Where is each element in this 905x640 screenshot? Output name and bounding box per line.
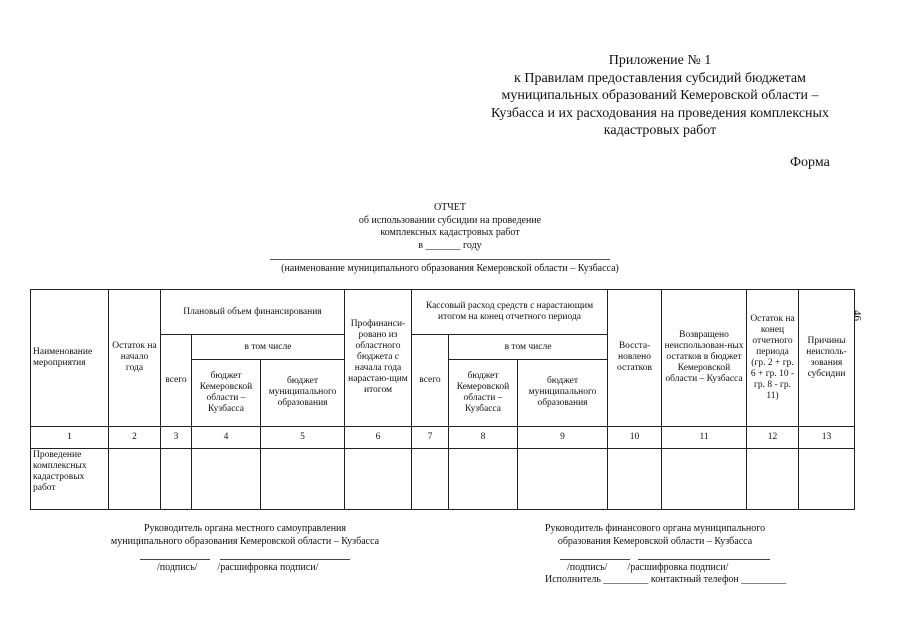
header-balance-start: Остаток на начало года [109,290,161,427]
header-restored: Восста-новлено остатков [608,290,662,427]
right-signature-captions: /подпись/ /расшифровка подписи/ [567,562,729,573]
column-number: 5 [261,426,345,448]
data-cell[interactable] [747,448,799,509]
appendix-title: Приложение № 1 [608,53,712,68]
right-signature-field [560,559,630,560]
right-signature-line2: образования Кемеровской области – Кузбасса [557,535,753,547]
page-number: 46 [851,310,863,321]
column-number: 3 [161,426,192,448]
right-signature-title [510,523,800,548]
report-year-line: в _______ году [418,239,482,251]
header-planned-financing: Плановый объем финансирования [161,290,345,335]
column-number: 11 [662,426,747,448]
header-cash-municipal: бюджет муниципального образования [518,360,608,426]
left-signature-title [90,523,400,548]
header-balance-end: Остаток на конец отчетного периода (гр. 2 + гр. 6 + гр. 10 - гр. 8 - гр. 11) [747,290,799,427]
report-subtitle: об использовании субсидии на проведение [358,214,542,226]
column-number: 10 [608,426,662,448]
row-label: Проведение комплексных кадастровых работ [31,448,109,509]
report-table [30,289,855,510]
data-cell[interactable] [662,448,747,509]
appendix-header [440,52,880,140]
data-cell[interactable] [261,448,345,509]
appendix-line: к Правилам предоставления субсидий бюджетам [514,70,806,86]
header-returned: Возвращено неиспользован-ных остатков в бюджет Кемеровской области – Кузбасса [662,290,747,427]
header-profinanced: Профинанси-ровано из областного бюджета с начала года нарастаю-щим итогом [345,290,412,427]
column-number: 12 [747,426,799,448]
left-signature-captions: /подпись/ /расшифровка подписи/ [157,562,319,573]
data-cell[interactable] [412,448,449,509]
executor-line: Исполнитель _________ контактный телефон _________ [545,574,787,585]
right-signature-line1: Руководитель финансового органа муниципального [544,523,766,534]
column-number: 1 [31,426,109,448]
header-name: Наименование мероприятия [31,290,109,427]
column-number: 4 [192,426,261,448]
header-cash-regional: бюджет Кемеровской области – Кузбасса [449,360,518,426]
header-cash-expense: Кассовый расход средств с нарастающим итогом на конец отчетного периода [412,290,608,335]
municipality-caption: (наименование муниципального образования Кемеровской области – Кузбасса) [281,263,619,274]
data-cell[interactable] [449,448,518,509]
appendix-line: Кузбасса и их расходования на проведения комплексных [491,105,829,121]
header-planned-including: в том числе [192,335,345,360]
column-number: 9 [518,426,608,448]
form-label: Форма [790,155,830,170]
left-signature-line2: муниципального образования Кемеровской области – Кузбасса [110,535,380,547]
column-number: 6 [345,426,412,448]
report-title: ОТЧЕТ [433,202,467,213]
data-cell[interactable] [608,448,662,509]
left-name-field [220,559,350,560]
column-numbers-row [31,426,855,448]
right-name-field [638,559,770,560]
data-cell[interactable] [161,448,192,509]
data-cell[interactable] [109,448,161,509]
header-planned-total: всего [161,335,192,426]
data-cell[interactable] [799,448,855,509]
left-signature-line1: Руководитель органа местного самоуправления [144,523,346,534]
column-number: 8 [449,426,518,448]
data-cell[interactable] [518,448,608,509]
header-cash-including: в том числе [449,335,608,360]
column-number: 7 [412,426,449,448]
header-planned-regional: бюджет Кемеровской области – Кузбасса [192,360,261,426]
municipality-line [270,259,610,260]
appendix-line: муниципальных образований Кемеровской области – [501,88,819,103]
column-number: 13 [799,426,855,448]
table-row [31,448,855,509]
column-number: 2 [109,426,161,448]
left-signature-field [140,559,210,560]
data-cell[interactable] [345,448,412,509]
data-cell[interactable] [192,448,261,509]
report-subtitle: комплексных кадастровых работ [380,227,520,238]
appendix-line: кадастровых работ [603,123,717,138]
report-heading [250,202,650,252]
header-reasons: Причины неисполь-зования субсидии [799,290,855,427]
header-cash-total: всего [412,335,449,426]
header-planned-municipal: бюджет муниципального образования [261,360,345,426]
